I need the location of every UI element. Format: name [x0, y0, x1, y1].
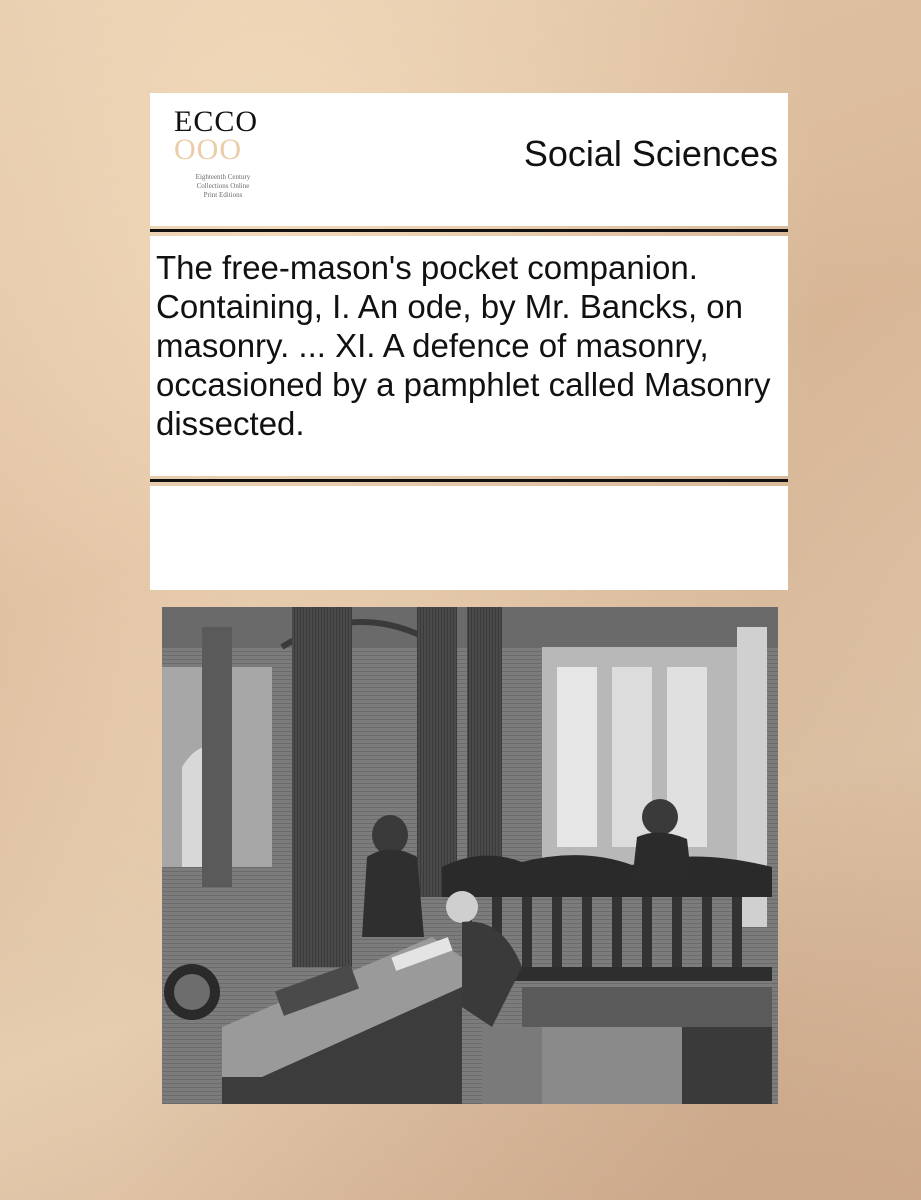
blank-panel [150, 486, 788, 590]
logo-mark-shadow: OOO [174, 133, 242, 166]
series-label: Social Sciences [523, 133, 778, 174]
logo-caption-line: Eighteenth Century [195, 173, 251, 181]
logo-caption-line: Collections Online [196, 182, 250, 190]
ecco-logo [170, 105, 270, 215]
logo-mark: ECCO [174, 105, 259, 138]
divider [150, 479, 788, 482]
book-title: The free-mason's pocket companion. Containing, I. An ode, by Mr. Bancks, on masonry. ... XI. A defence of masonry, occasioned by a pamphlet called Masonry dissected. [156, 249, 771, 442]
cover-illustration [162, 607, 778, 1104]
logo-caption-line: Print Editions [203, 191, 243, 199]
logo-caption [178, 173, 268, 200]
header-panel [150, 93, 788, 226]
divider [150, 229, 788, 232]
title-panel [150, 236, 788, 476]
